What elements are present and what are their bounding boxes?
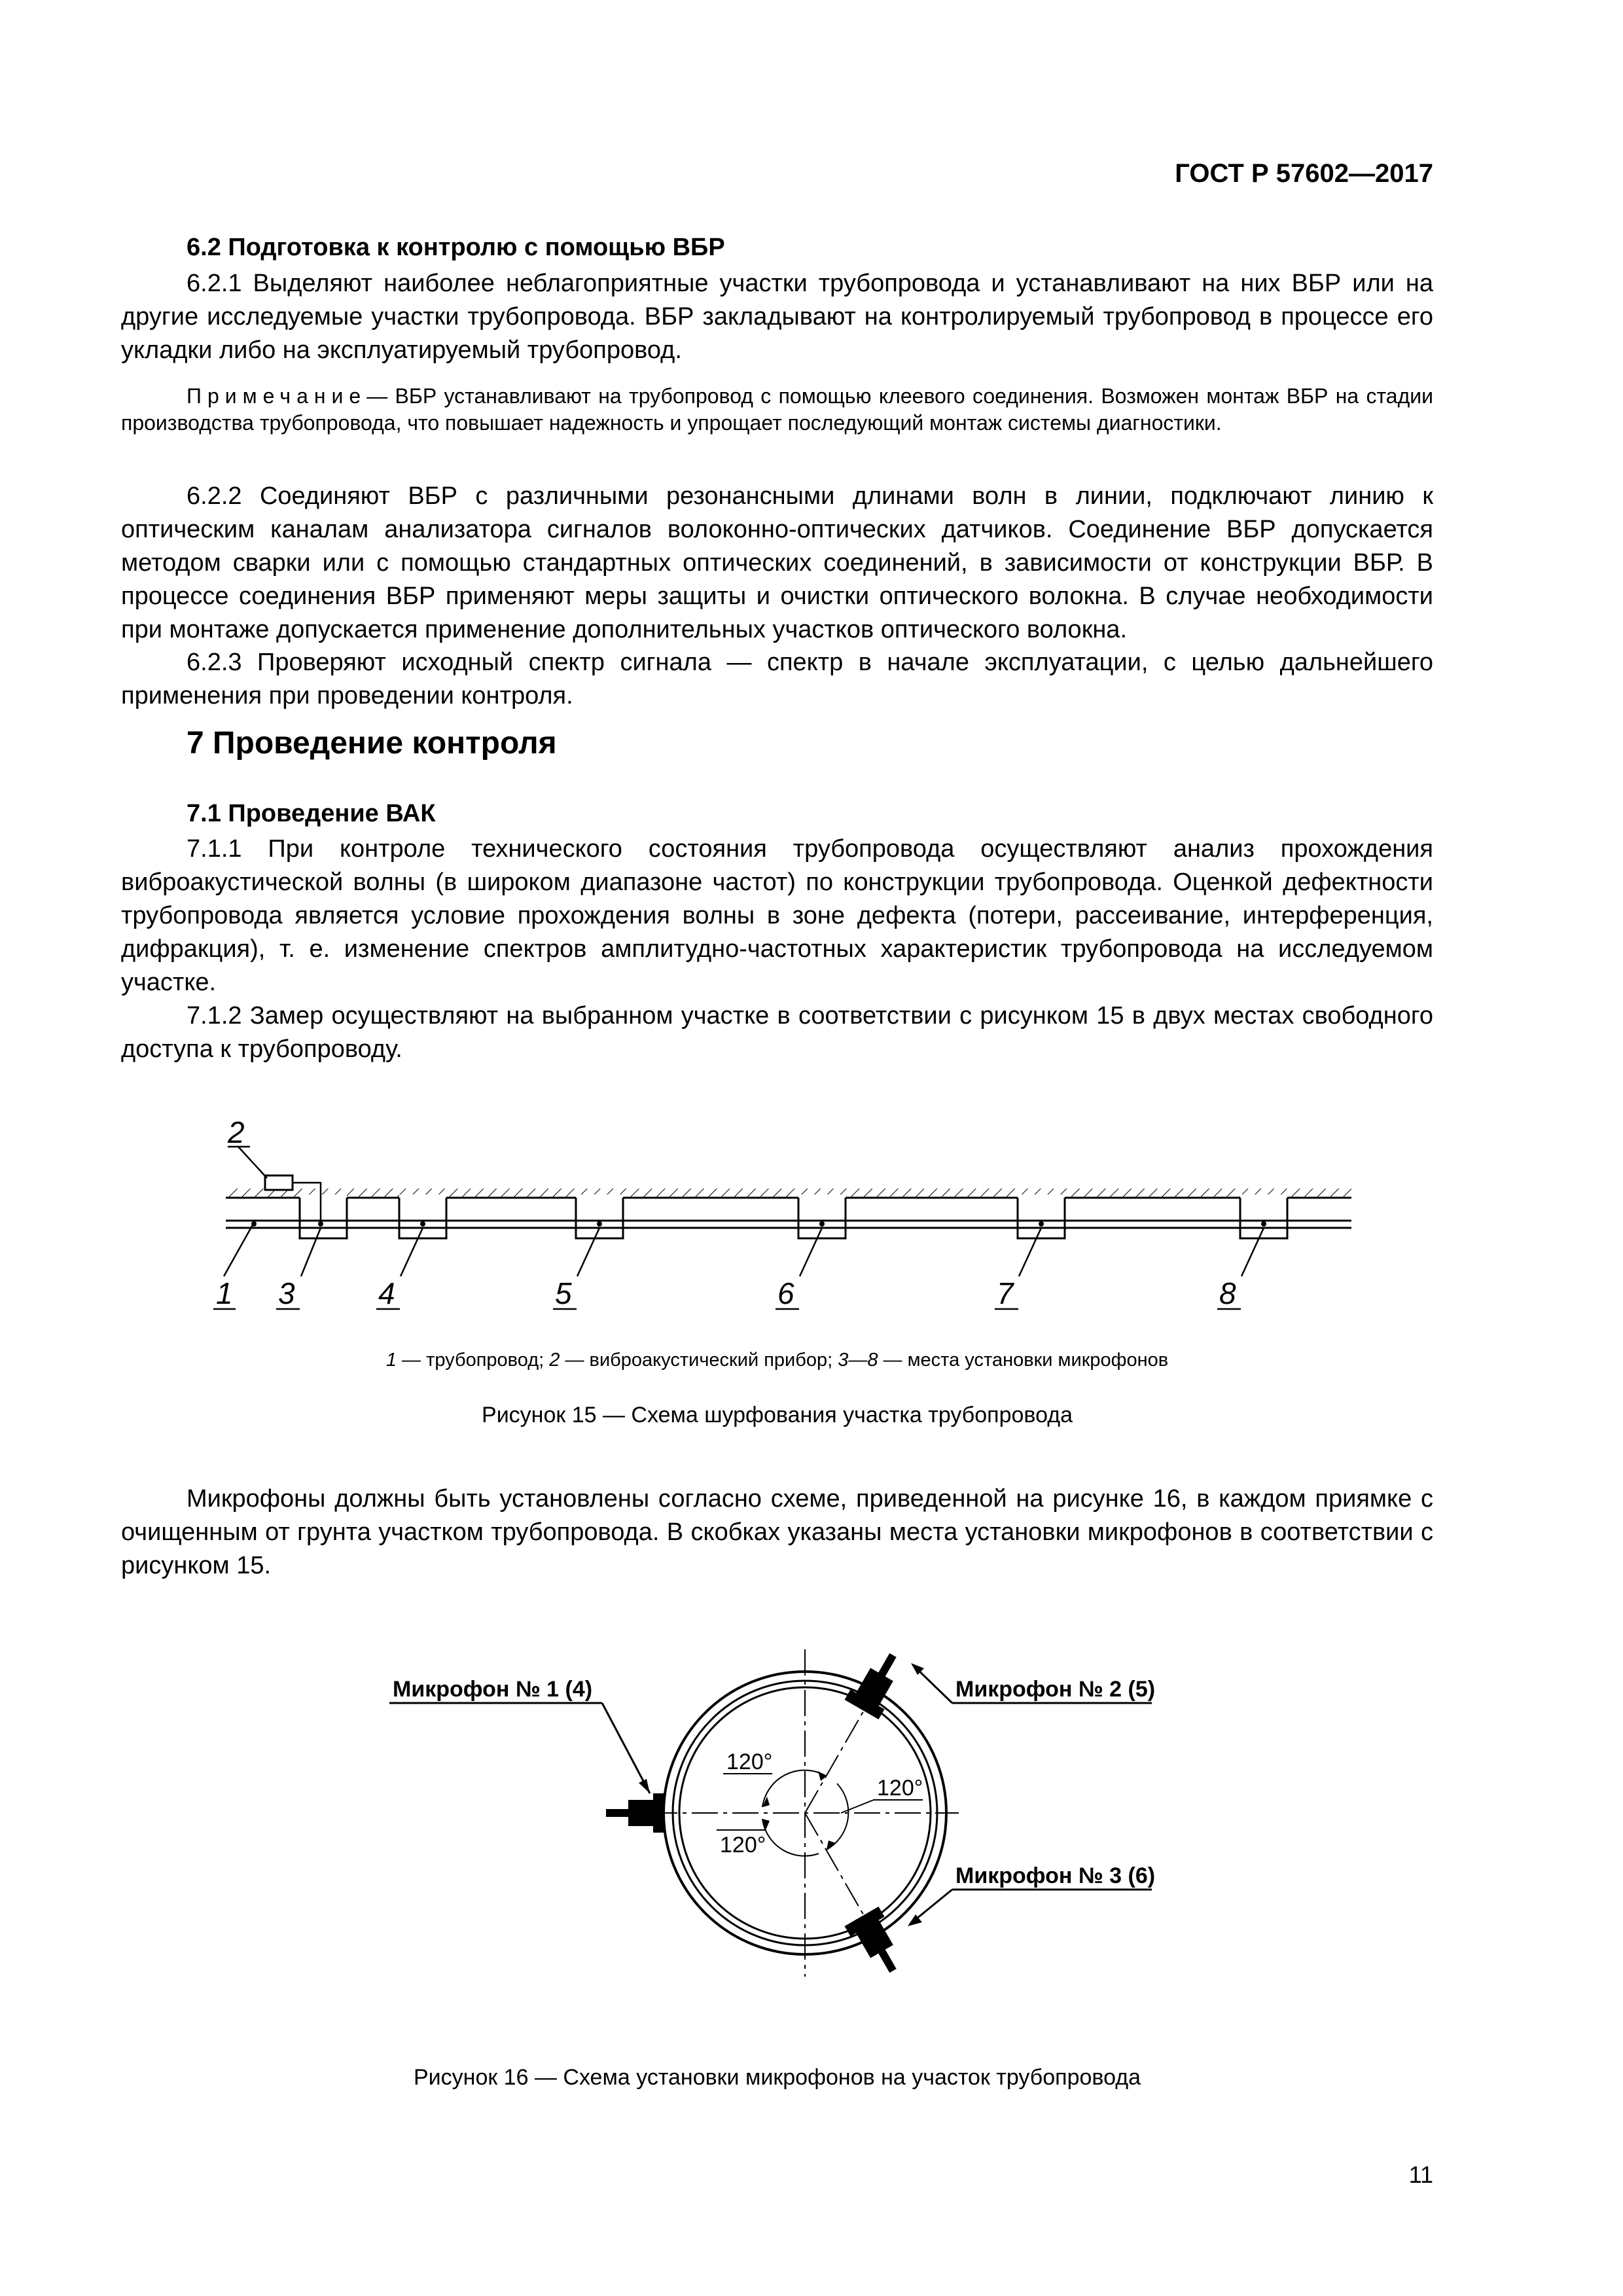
figure-16-caption: Рисунок 16 — Схема установки микрофонов на участок трубопровода (414, 2065, 1141, 2090)
pit-6 (798, 1194, 846, 1238)
pit-3 (300, 1194, 347, 1238)
page-number: 11 (1408, 2161, 1433, 2188)
label-5: 5 (555, 1276, 572, 1310)
label-1: 1 (216, 1276, 233, 1310)
mic-2-label: Микрофон № 2 (5) (955, 1677, 1156, 1702)
document-header: ГОСТ Р 57602—2017 (1175, 159, 1433, 188)
label-4: 4 (378, 1276, 395, 1310)
paragraph-6-2-3: 6.2.3 Проверяют исходный спектр сигнала — спектр в начале эксплуатации, с целью дальнейшего применения при проведении контроля. (121, 649, 1433, 709)
paragraph-microphones: Микрофоны должны быть установлены согласно схеме, приведенной на рисунке 16, в каждом приямке с очищенным от грунта участком трубопровода. В скобках указаны места установки микрофонов в соответствии с рисунком 15. (121, 1485, 1433, 1579)
label-2: 2 (228, 1115, 245, 1149)
section-7-1-title: 7.1 Проведение ВАК (187, 800, 436, 827)
note-label: Примечание (187, 384, 367, 408)
angle-label-right: 120° (877, 1776, 923, 1801)
microphone-1 (606, 1793, 665, 1833)
angle-arc-1 (762, 1770, 827, 1807)
mic-3-label: Микрофон № 3 (6) (955, 1863, 1156, 1888)
section-6-2-title: 6.2 Подготовка к контролю с помощью ВБР (187, 234, 725, 261)
figure-15-caption: Рисунок 15 — Схема шурфования участка трубопровода (482, 1403, 1073, 1427)
angle-arc-3 (762, 1819, 819, 1856)
note-text: — ВБР устанавливают на трубопровод с помощью клеевого соединения. Возможен монтаж ВБР на стадии производства трубопровода, что повышает надежность и упрощает последующий монтаж системы диагностики. (121, 384, 1433, 435)
paragraph-6-2-1: 6.2.1 Выделяют наиболее неблагоприятные участки трубопровода и устанавливают на них ВБР или на другие исследуемые участки трубопровода. ВБР закладывают на контролируемый трубопровод в процессе его укладки либо на эксплуатируемый трубопровод. (121, 270, 1433, 364)
figure-16-microphone-scheme (380, 1597, 1204, 2029)
paragraph-6-2-2: 6.2.2 Соединяют ВБР с различными резонансными длинами волн в линии, подключают линию к оптическим каналам анализатора сигналов волоконно-оптических датчиков. Соединение ВБР допускается методом сварки или с помощью стандартных оптических соединений, в зависимости от конструкции ВБР. В процессе соединения ВБР применяют меры защиты и очистки оптического волокна. В случае необходимости при монтаже допускается применение дополнительных участков оптического волокна. (121, 482, 1433, 643)
pit-8 (1240, 1194, 1287, 1238)
label-8: 8 (1219, 1276, 1236, 1310)
pit-7 (1018, 1194, 1065, 1238)
angle-label-bottom: 120° (720, 1833, 766, 1857)
section-7-title: 7 Проведение контроля (187, 726, 557, 761)
note-6-2 (121, 383, 1433, 437)
paragraph-7-1-2: 7.1.2 Замер осуществляют на выбранном участке в соответствии с рисунком 15 в двух местах свободного доступа к трубопроводу. (121, 1002, 1433, 1063)
ground-hatching (226, 1189, 1351, 1198)
vibroacoustic-device (265, 1175, 293, 1190)
paragraph-7-1-1: 7.1.1 При контроле технического состояния трубопровода осуществляют анализ прохождения виброакустической волны (в широком диапазоне частот) по конструкции трубопровода. Оценкой дефектности трубопровода является условие прохождения волны в зоне дефекта (потери, рассеивание, интерференция, дифракция), т. е. изменение спектров амплитудно-частотных характеристик трубопровода на исследуемом участке. (121, 835, 1433, 996)
mic-1-label: Микрофон № 1 (4) (393, 1677, 593, 1702)
figure-15-legend: 1 — трубопровод; 2 — виброакустический прибор; 3—8 — места установки микрофонов (385, 1350, 1169, 1371)
label-7: 7 (997, 1276, 1014, 1310)
label-3: 3 (278, 1276, 295, 1310)
angle-arc-2 (827, 1784, 848, 1850)
pit-5 (576, 1194, 623, 1238)
label-6: 6 (777, 1276, 794, 1310)
angle-label-top: 120° (726, 1749, 773, 1774)
figure-15-pit-scheme (196, 1100, 1374, 1316)
pit-4 (399, 1194, 446, 1238)
